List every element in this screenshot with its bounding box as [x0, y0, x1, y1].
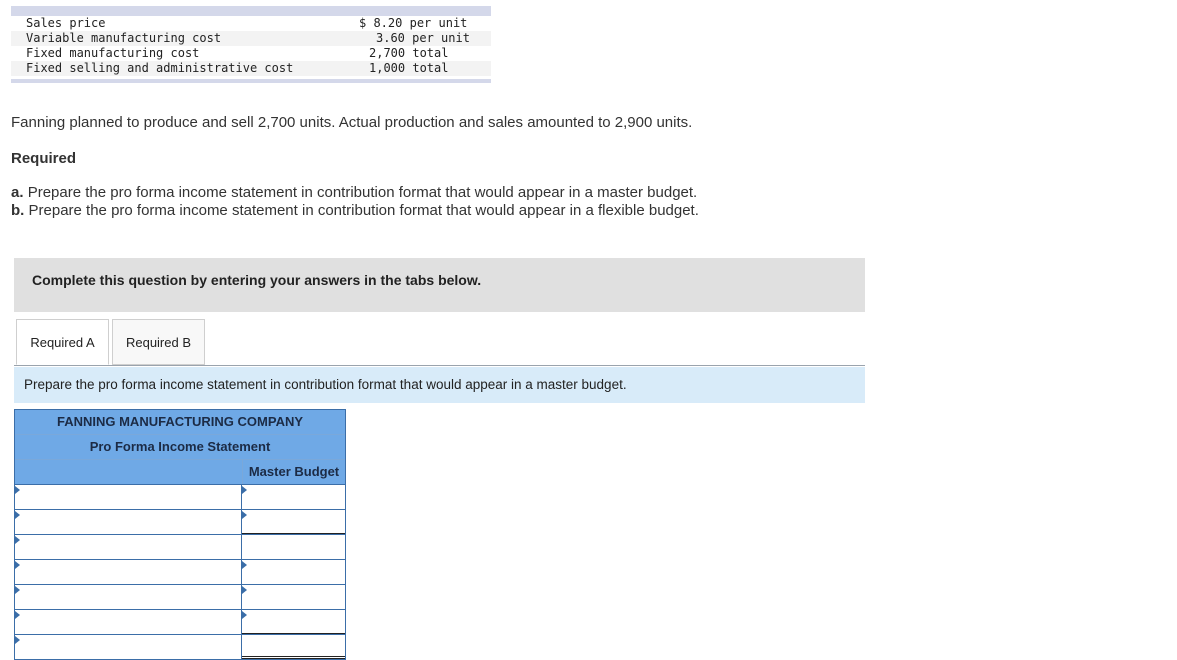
- prompt-text: Prepare the pro forma income statement in contribution format that would appear in a master budget.: [24, 377, 627, 392]
- requirement-a: a. Prepare the pro forma income statement in contribution format that would appear in a master budget.: [11, 184, 698, 201]
- row-amount-input[interactable]: [242, 635, 345, 656]
- row-amount-input[interactable]: [242, 560, 345, 584]
- table-row: [15, 634, 345, 659]
- column-header-row: [15, 459, 345, 484]
- data-label: Variable manufacturing cost: [26, 31, 222, 45]
- table-row: [15, 609, 345, 634]
- dropdown-marker-icon: [242, 561, 247, 569]
- table-row: [15, 534, 345, 559]
- statement-title: Pro Forma Income Statement: [15, 435, 345, 459]
- row-label-input[interactable]: [15, 610, 241, 634]
- data-label: Fixed selling and administrative cost: [26, 61, 294, 75]
- table-bottom-bar: [11, 79, 491, 83]
- requirement-b: b. Prepare the pro forma income statement in contribution format that would appear in a flexible budget.: [11, 202, 699, 219]
- data-row-variable-mfg: [11, 31, 491, 46]
- dropdown-marker-icon: [242, 586, 247, 594]
- dropdown-marker-icon: [15, 486, 20, 494]
- data-row-sales-price: Sales price $ 8.20 per unit: [26, 16, 468, 30]
- table-row: [15, 509, 345, 534]
- master-budget-column-header: Master Budget: [248, 464, 340, 479]
- row-label-input[interactable]: [15, 535, 241, 559]
- scenario-text: Fanning planned to produce and sell 2,700 units. Actual production and sales amounted to 2,900 units.: [11, 114, 693, 131]
- dropdown-marker-icon: [15, 536, 20, 544]
- table-top-bar: [11, 6, 491, 16]
- dropdown-marker-icon: [242, 486, 247, 494]
- row-label-input[interactable]: [15, 560, 241, 584]
- dropdown-marker-icon: [242, 511, 247, 519]
- table-row: [15, 484, 345, 509]
- tab-divider: [14, 365, 865, 366]
- dropdown-marker-icon: [242, 611, 247, 619]
- row-amount-input[interactable]: [242, 610, 345, 633]
- row-label-input[interactable]: [15, 510, 241, 534]
- row-amount-input[interactable]: [242, 510, 345, 533]
- row-label-input[interactable]: [15, 635, 241, 659]
- dropdown-marker-icon: [15, 511, 20, 519]
- data-value: 8.20: [373, 16, 403, 30]
- cost-data-table: [11, 6, 491, 83]
- dropdown-marker-icon: [15, 561, 20, 569]
- data-unit: per unit: [412, 31, 470, 45]
- row-amount-input[interactable]: [242, 485, 345, 509]
- requirement-tabs: [16, 319, 208, 365]
- data-value: 3.60: [376, 31, 405, 45]
- data-row-fixed-mfg: [11, 46, 491, 61]
- row-amount-input[interactable]: [242, 585, 345, 609]
- dropdown-marker-icon: [15, 586, 20, 594]
- row-label-input[interactable]: [15, 585, 241, 609]
- data-value: 2,700: [369, 46, 406, 60]
- row-amount-input[interactable]: [242, 535, 345, 559]
- income-statement-form: [14, 409, 346, 660]
- data-unit: total: [412, 46, 449, 60]
- dropdown-marker-icon: [15, 636, 20, 644]
- data-label: Sales price: [26, 16, 106, 30]
- data-unit: total: [412, 61, 449, 75]
- data-unit: per unit: [409, 16, 468, 30]
- table-row: [15, 584, 345, 609]
- row-label-input[interactable]: [15, 485, 241, 509]
- required-heading: Required: [11, 150, 77, 167]
- prompt-banner: [14, 367, 865, 403]
- company-name: FANNING MANUFACTURING COMPANY: [15, 410, 345, 435]
- instruction-banner: [14, 258, 865, 312]
- instruction-text: Complete this question by entering your answers in the tabs below.: [32, 272, 482, 288]
- dropdown-marker-icon: [15, 611, 20, 619]
- table-row: [15, 559, 345, 584]
- data-label: Fixed manufacturing cost: [26, 46, 200, 60]
- tab-required-b[interactable]: Required B: [112, 319, 205, 365]
- tab-required-a[interactable]: Required A: [16, 319, 109, 365]
- data-value: 1,000: [369, 61, 406, 75]
- data-row-fixed-sga: [11, 61, 491, 76]
